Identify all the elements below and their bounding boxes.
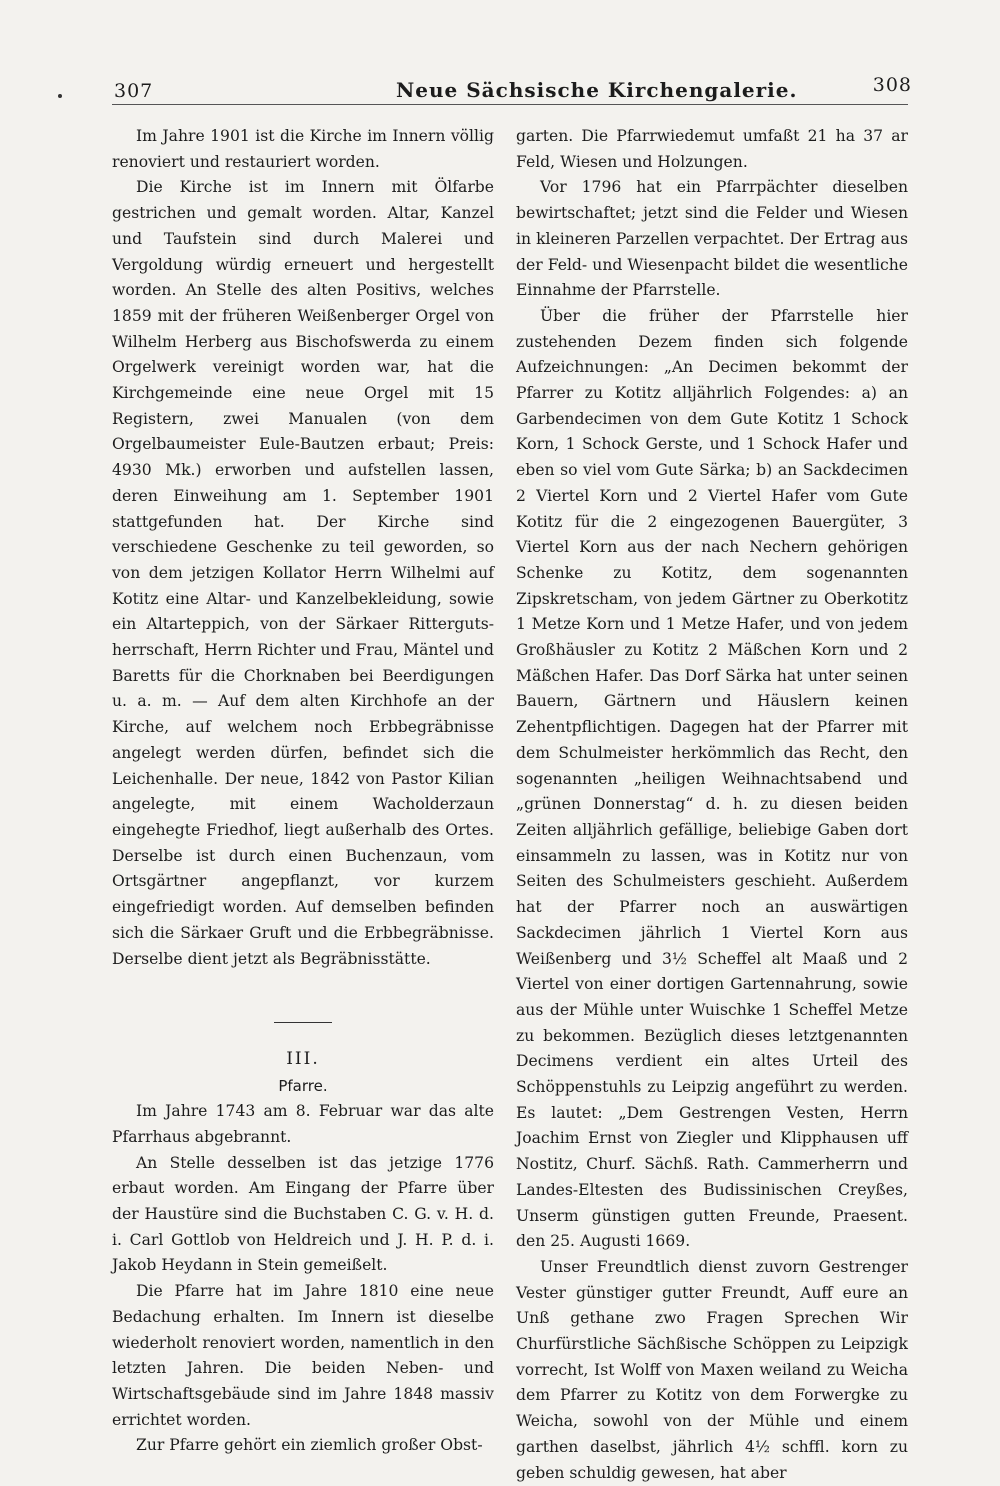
paragraph: Über die früher der Pfarrstelle hier zustehenden Dezem finden sich folgende Aufzeichnungen: „An Decimen bekommt der Pfarrer zu Kotitz alljährlich Folgendes: a) an Garbendecimen von dem Gute Kotitz 1 Schock Korn, 1 Schock Gerste, und 1 Schock Hafer und eben so viel vom Gute Särka; b) an Sackdecimen 2 Viertel Korn und 2 Viertel Hafer vom Gute Kotitz für die 2 eingezogenen Bauergüter, 3 Viertel Korn aus der nach Nechern gehörigen Schenke zu Kotitz, dem sogenannten Zipskretscham, von jedem Gärtner zu Oberkotitz 1 Metze Korn und 1 Metze Hafer, und von jedem Großhäusler zu Kotitz 2 Mäßchen Korn und 2 Mäßchen Hafer. Das Dorf Särka hat unter seinen Bauern, Gärtnern und Häuslern keinen Zehentpflichtigen. Dagegen hat der Pfarrer mit dem Schulmeister herkömmlich das Recht, den sogenannten „heiligen Weihnachtsabend und „grünen Donnerstag“ d. h. zu diesen beiden Zeiten alljährlich gefällige, beliebige Gaben dort einsammeln zu lassen, was in Kotitz nur von Seiten des Schulmeisters geschieht. Außerdem hat der Pfarrer noch an auswärtigen Sackdecimen jährlich 1 Viertel Korn aus Weißenberg und 3½ Scheffel alt Maaß und 2 Viertel von einer dortigen Gartennahrung, sowie aus der Mühle unter Wuischke 1 Scheffel Metze zu bekommen. Bezüglich dieses letztgenannten Decimens verdient ein altes Urteil des Schöppenstuhls zu Leipzig angeführt zu werden. Es lautet: „Dem Gestrengen Vesten, Herrn Joachim Ernst von Ziegler und Klipphausen uff Nostitz, Churf. Sächß. Rath. Cammerherrn und Landes-Eltesten des Budissinischen Creyßes, Unserm günstigen gutten Freunde, Praesent. den 25. Augusti 1669. [516,306,908,1251]
paragraph: garten. Die Pfarrwiedemut umfaßt 21 ha 37 ar Feld, Wiesen und Holzungen. [516,127,908,171]
paragraph: Im Jahre 1743 am 8. Februar war das alte Pfarrhaus abgebrannt. [112,1102,494,1146]
page-header [96,74,912,104]
paragraph: Die Kirche ist im Innern mit Ölfarbe gestrichen und gemalt worden. Altar, Kanzel und Taufstein sind durch Malerei und Vergoldung würdig erneuert und hergestellt worden. An Stelle des alten Positivs, welches 1859 mit der früheren Weißenberger Orgel von Wilhelm Herberg aus Bischofswerda zu einem Orgelwerk vereinigt worden war, hat die Kirchgemeinde eine neue Orgel mit 15 Registern, zwei Manualen (von dem Orgelbaumeister Eule-Bautzen erbaut; Preis: 4930 Mk.) erworben und aufstellen lassen, deren Einweihung am 1. September 1901 stattgefunden hat. Der Kirche sind verschiedene Geschenke zu teil geworden, so von dem jetzigen Kollator Herrn Wilhelmi auf Kotitz eine Altar- und Kanzelbekleidung, sowie ein Altarteppich, von der Särkaer Ritterguts-herrschaft, Herrn Richter und Frau, Mäntel und Baretts für die Chorknaben bei Beerdigungen u. a. m. — Auf dem alten Kirchhofe an der Kirche, auf welchem noch Erbbegräbnisse angelegt werden dürfen, befindet sich die Leichenhalle. Der neue, 1842 von Pastor Kilian angelegte, mit einem Wacholderzaun eingehegte Friedhof, liegt außerhalb des Ortes. Derselbe ist durch einen Buchenzaun, vom Ortsgärtner angepflanzt, vor kurzem eingefriedigt worden. Auf demselben befinden sich die Särkaer Gruft und die Erbbegräbnisse. Derselbe dient jetzt als Begräbnisstätte. [112,178,494,968]
left-column [112,124,494,1459]
section-separator [274,1022,332,1023]
ink-dot [58,94,62,98]
paragraph: An Stelle desselben ist das jetzige 1776 erbaut worden. Am Eingang der Pfarre über der Haustüre sind die Buchstaben C. G. v. H. d. i. Carl Gottlob von Heldreich und J. H. P. d. i. Jakob Heydann in Stein gemeißelt. [112,1153,494,1275]
header-rule [112,104,908,105]
paragraph: Im Jahre 1901 ist die Kirche im Innern völlig renoviert und restauriert worden. [112,127,494,171]
page-number-left: 307 [114,80,154,102]
paragraph: Unser Freundtlich dienst zuvorn Gestrenger Vester günstiger gutter Freundt, Auff eure an Unß gethane zwo Fragen Sprechen Wir Churfürstliche Sächßische Schöppen zu Leipzigk vorrecht, Ist Wolff von Maxen weiland zu Weicha dem Pfarrer zu Kotitz von dem Forwergke zu Weicha, sowohl von der Mühle und einem garthen daselbst, jährlich 4½ schffl. korn zu geben schuldig gewesen, hat aber [516,1257,908,1482]
section-title: Pfarre. [278,1077,328,1096]
running-title: Neue Sächsische Kirchengalerie. [396,78,798,102]
paragraph: Vor 1796 hat ein Pfarrpächter dieselben bewirtschaftet; jetzt sind die Felder und Wiesen in kleineren Parzellen verpachtet. Der Ertrag aus der Feld- und Wiesenpacht bildet die wesentliche Einnahme der Pfarrstelle. [516,178,908,300]
paragraph: Zur Pfarre gehört ein ziemlich großer Obst- [136,1436,483,1455]
section-number: III. [286,1049,320,1070]
right-column [516,124,908,1486]
page-number-right: 308 [872,74,912,96]
paragraph: Die Pfarre hat im Jahre 1810 eine neue Bedachung erhalten. Im Innern ist dieselbe wiederholt renoviert worden, namentlich in den letzten Jahren. Die beiden Neben- und Wirtschaftsgebäude sind im Jahre 1848 massiv errichtet worden. [112,1282,494,1429]
